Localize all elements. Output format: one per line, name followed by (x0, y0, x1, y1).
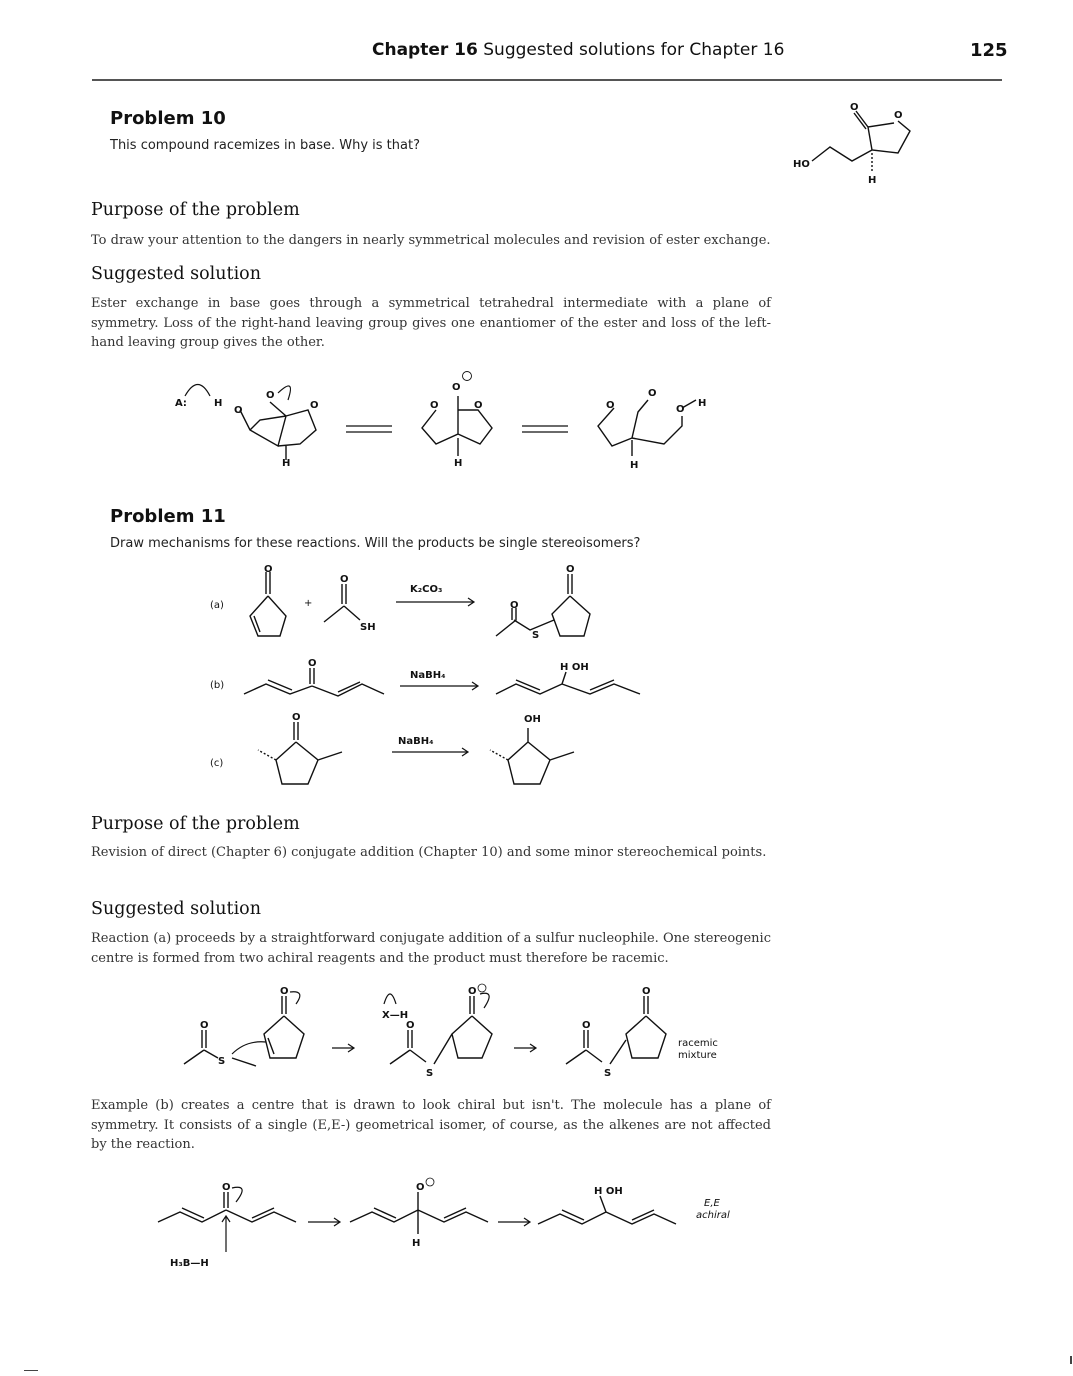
svg-text:O: O (406, 1020, 415, 1031)
problem-10-mechanism-scheme (170, 368, 730, 478)
problem-11-purpose-heading: Purpose of the problem (91, 814, 300, 834)
atom-HO: HO (793, 159, 810, 170)
atom-H: H (454, 458, 463, 469)
problem-10-purpose-text: To draw your attention to the dangers in nearly symmetrical molecules and revision of ester exchange. (91, 233, 771, 248)
svg-text:O: O (468, 986, 477, 997)
svg-text:O: O (642, 986, 651, 997)
atom-H: H (698, 398, 707, 409)
curly-arrow (185, 385, 210, 397)
thiolate-S: S (218, 1056, 226, 1067)
svg-text:O: O (200, 1020, 209, 1031)
svg-text:S: S (532, 630, 540, 641)
atom-H: H (630, 460, 639, 471)
racemic-label-line2: mixture (678, 1050, 717, 1061)
svg-text:O: O (510, 600, 519, 611)
ee-label: E,E (704, 1198, 720, 1209)
problem-11-scheme-a (170, 980, 770, 1085)
reaction-a-reagent: K₂CO₃ (410, 584, 443, 595)
svg-text:O: O (416, 1182, 425, 1193)
problem-11-solution-text-b: Example (b) creates a centre that is drawn to look chiral but isn't. The molecule has a plane of symmetry. It consists of a single (E,E-) geometrical isomer, of course, as the alkenes are not affected by the reaction. (91, 1098, 771, 1152)
atom-O: O (474, 400, 483, 411)
problem-10-purpose-heading: Purpose of the problem (91, 200, 300, 220)
atom-H: H (412, 1238, 421, 1249)
problem-10-solution-text: Ester exchange in base goes through a symmetrical tetrahedral intermediate with a plane of symmetry. Loss of the right-hand leaving group gives one enantiomer of the ester and loss of the left-hand leaving group gives the other. (91, 296, 771, 350)
atom-O: O (894, 110, 903, 121)
base-label: A: (175, 398, 187, 409)
product-S: S (604, 1068, 612, 1079)
nucleophile-label: SH (360, 622, 376, 633)
problem-11-question: Draw mechanisms for these reactions. Will the products be single stereoisomers? (110, 536, 641, 551)
svg-text:O: O (292, 712, 301, 723)
reaction-b-label: (b) (210, 680, 225, 691)
svg-text:O: O (340, 574, 349, 585)
problem-10-question: This compound racemizes in base. Why is that? (110, 138, 420, 153)
reaction-a-label: (a) (210, 600, 224, 611)
page-number: 125 (970, 40, 1008, 61)
problem-11-purpose-text: Revision of direct (Chapter 6) conjugate addition (Chapter 10) and some minor stereochemical points. (91, 845, 767, 860)
problem-11-scheme-b (150, 1172, 770, 1272)
atom-O: O (676, 404, 685, 415)
acid-label: X—H (382, 1010, 409, 1021)
svg-text:O: O (566, 564, 575, 575)
hydride-label: H₃B—H (170, 1258, 209, 1269)
svg-text:O: O (308, 658, 317, 669)
svg-text:+: + (304, 598, 313, 609)
running-header (372, 40, 784, 60)
header-rule (92, 79, 1002, 81)
atom-O: O (234, 405, 243, 416)
atom-O: O (648, 388, 657, 399)
svg-text:O: O (582, 1020, 591, 1031)
curly-arrow (232, 1187, 242, 1202)
problem-10-title: Problem 10 (110, 108, 226, 129)
page-edge-mark (1070, 1356, 1072, 1364)
atom-O: O (310, 400, 319, 411)
atom-O: O (850, 102, 859, 113)
page-corner-mark (24, 1370, 38, 1371)
atom-O: O (430, 400, 439, 411)
reaction-b-reagent: NaBH₄ (410, 670, 446, 681)
achiral-label: achiral (696, 1210, 730, 1221)
problem-11-solution-text-a: Reaction (a) proceeds by a straightforward conjugate addition of a sulfur nucleophile. One stereogenic centre is formed from two achiral reagents and the product must therefore be racemic. (91, 931, 771, 966)
atom-O: O (606, 400, 615, 411)
reaction-c-reagent: NaBH₄ (398, 736, 434, 747)
reaction-c-product-label: OH (524, 714, 541, 725)
product-labels: H OH (594, 1186, 623, 1197)
svg-text:O: O (280, 986, 289, 997)
svg-text:O: O (264, 564, 273, 575)
problem-10-lactone-structure (790, 95, 950, 190)
chapter-label: Chapter 16 (372, 40, 478, 60)
atom-O: O (266, 390, 275, 401)
curly-arrow (384, 994, 396, 1004)
product-S: S (426, 1068, 434, 1079)
atom-H: H (868, 175, 877, 186)
curly-arrow (232, 1042, 266, 1054)
svg-text:O: O (222, 1182, 231, 1193)
curly-arrow (278, 386, 290, 400)
reaction-b-product-labels: H OH (560, 662, 589, 673)
problem-11-reactions (200, 560, 680, 800)
chapter-title: Suggested solutions for Chapter 16 (483, 40, 785, 60)
problem-11-title: Problem 11 (110, 506, 226, 527)
atom-H: H (214, 398, 223, 409)
reaction-c-label: (c) (210, 758, 224, 769)
atom-H: H (282, 458, 291, 469)
atom-O: O (452, 382, 461, 393)
racemic-label-line1: racemic (678, 1038, 718, 1049)
problem-11-solution-heading: Suggested solution (91, 899, 261, 919)
problem-10-solution-heading: Suggested solution (91, 264, 261, 284)
